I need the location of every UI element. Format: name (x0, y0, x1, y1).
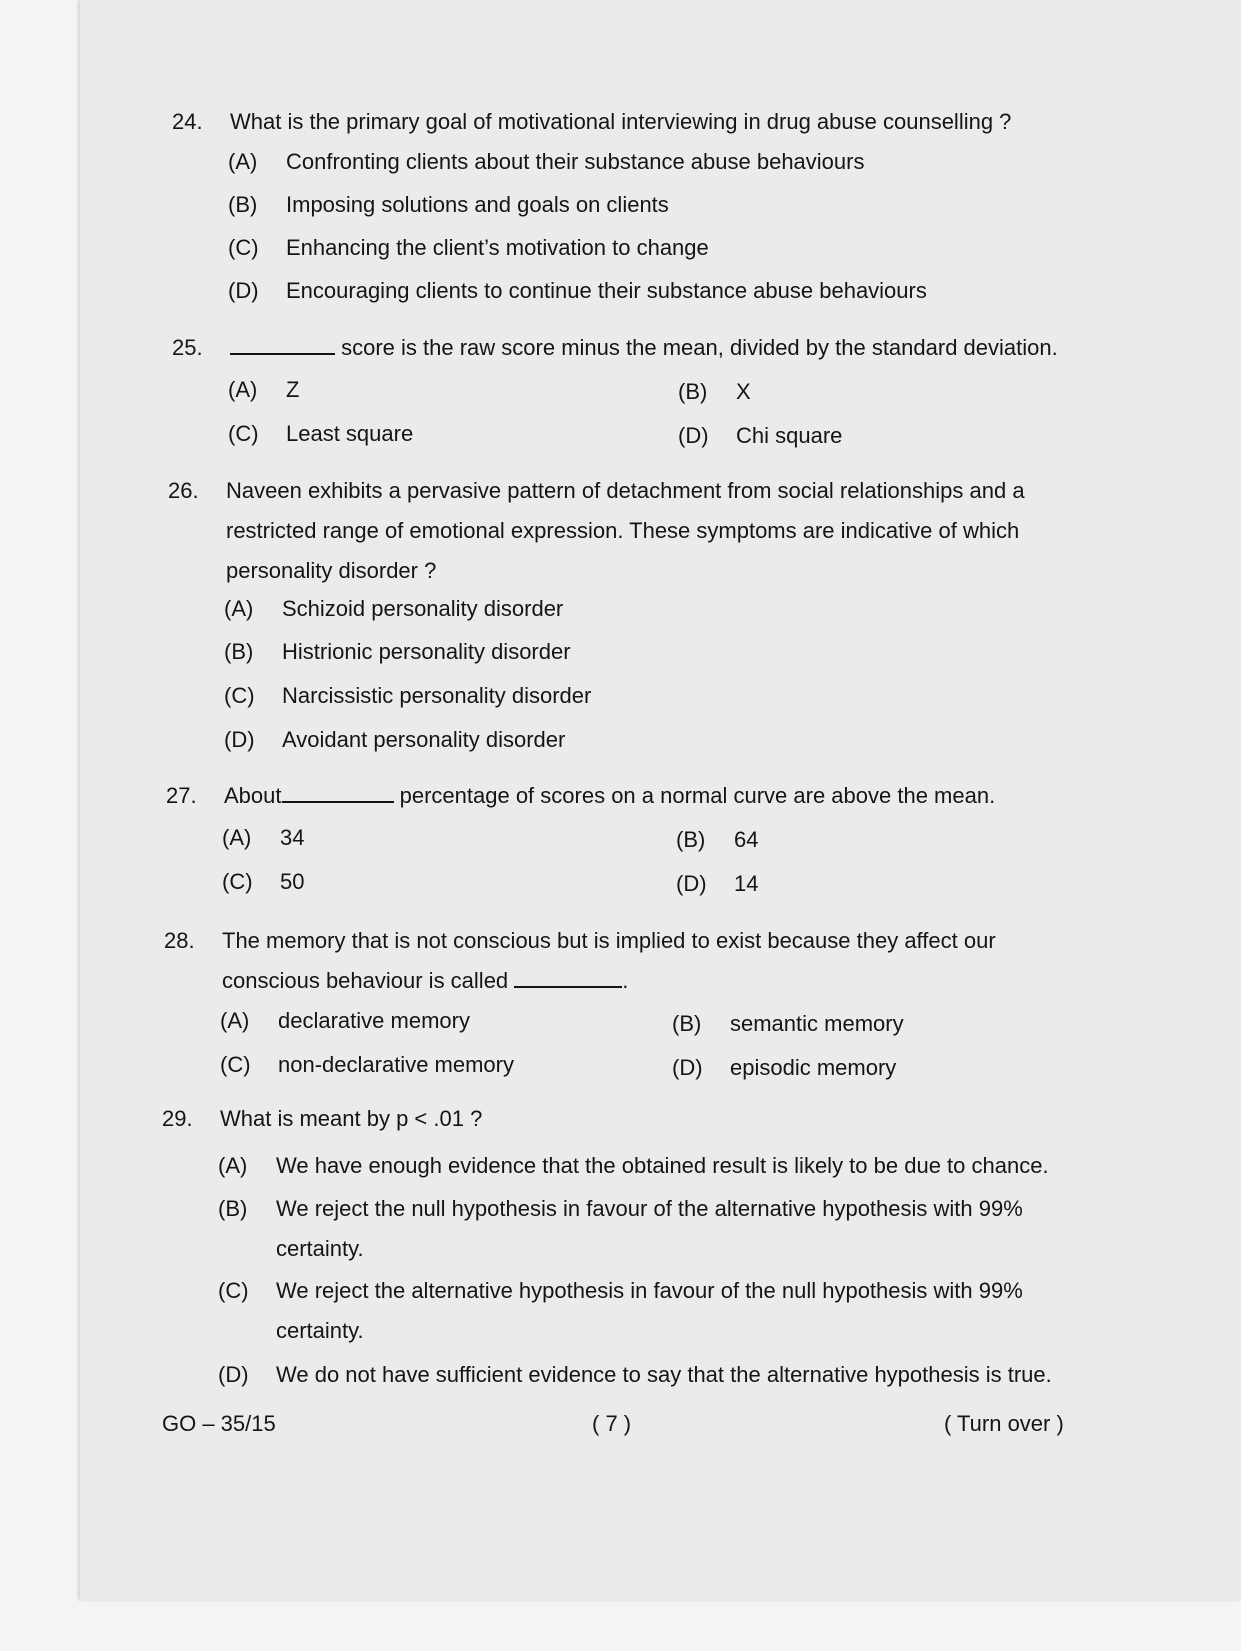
option-27-a: (A) 34 (222, 825, 305, 850)
option-29-d: (D) We do not have sufficient evidence to say that the alternative hypothesis is true. (218, 1362, 1052, 1387)
option-28-b: (B) semantic memory (672, 1011, 904, 1036)
question-text: score is the raw score minus the mean, divided by the standard deviation. (230, 328, 1100, 368)
footer-page-number: ( 7 ) (592, 1411, 632, 1436)
option-26-c: (C) Narcissistic personality disorder (224, 683, 592, 708)
question-text: About percentage of scores on a normal curve are above the mean. (224, 776, 1094, 816)
option-26-d: (D) Avoidant personality disorder (224, 727, 566, 752)
option-25-d: (D) Chi square (678, 423, 843, 448)
question-number: 29. (162, 1106, 193, 1131)
question-number: 25. (172, 335, 203, 360)
question-text: What is meant by p < .01 ? (220, 1106, 483, 1131)
fill-blank (514, 964, 622, 988)
option-24-c: (C) Enhancing the client’s motivation to change (228, 235, 709, 260)
option-29-c: (C) We reject the alternative hypothesis in favour of the null hypothesis with 99% certainty. (218, 1278, 1023, 1343)
fill-blank (230, 331, 335, 355)
question-text: The memory that is not conscious but is implied to exist because they affect our conscious behaviour is called . (222, 928, 996, 993)
footer-turn-over: ( Turn over ) (944, 1411, 1064, 1436)
question-text: Naveen exhibits a pervasive pattern of detachment from social relationships and a restricted range of emotional expression. These symptoms are indicative of which personality disorder ? (226, 478, 1025, 583)
option-28-c: (C) non-declarative memory (220, 1052, 514, 1077)
option-24-d: (D) Encouraging clients to continue their substance abuse behaviours (228, 278, 927, 303)
question-text: What is the primary goal of motivational interviewing in drug abuse counselling ? (230, 109, 1012, 134)
option-28-a: (A) declarative memory (220, 1008, 470, 1033)
option-24-b: (B) Imposing solutions and goals on clients (228, 192, 669, 217)
option-29-a: (A) We have enough evidence that the obtained result is likely to be due to chance. (218, 1153, 1049, 1178)
option-25-b: (B) X (678, 379, 751, 404)
option-24-a: (A) Confronting clients about their substance abuse behaviours (228, 149, 865, 174)
option-29-b: (B) We reject the null hypothesis in favour of the alternative hypothesis with 99% certainty. (218, 1196, 1023, 1261)
question-number: 27. (166, 783, 197, 808)
option-25-c: (C) Least square (228, 421, 414, 446)
option-28-d: (D) episodic memory (672, 1055, 897, 1080)
question-number: 28. (164, 928, 195, 953)
question-number: 24. (172, 109, 203, 134)
option-26-a: (A) Schizoid personality disorder (224, 596, 564, 621)
option-26-b: (B) Histrionic personality disorder (224, 639, 571, 664)
option-27-b: (B) 64 (676, 827, 759, 852)
fill-blank (282, 779, 394, 803)
footer-code: GO – 35/15 (162, 1411, 276, 1436)
option-27-c: (C) 50 (222, 869, 305, 894)
question-number: 26. (168, 478, 199, 503)
option-27-d: (D) 14 (676, 871, 759, 896)
option-25-a: (A) Z (228, 377, 300, 402)
